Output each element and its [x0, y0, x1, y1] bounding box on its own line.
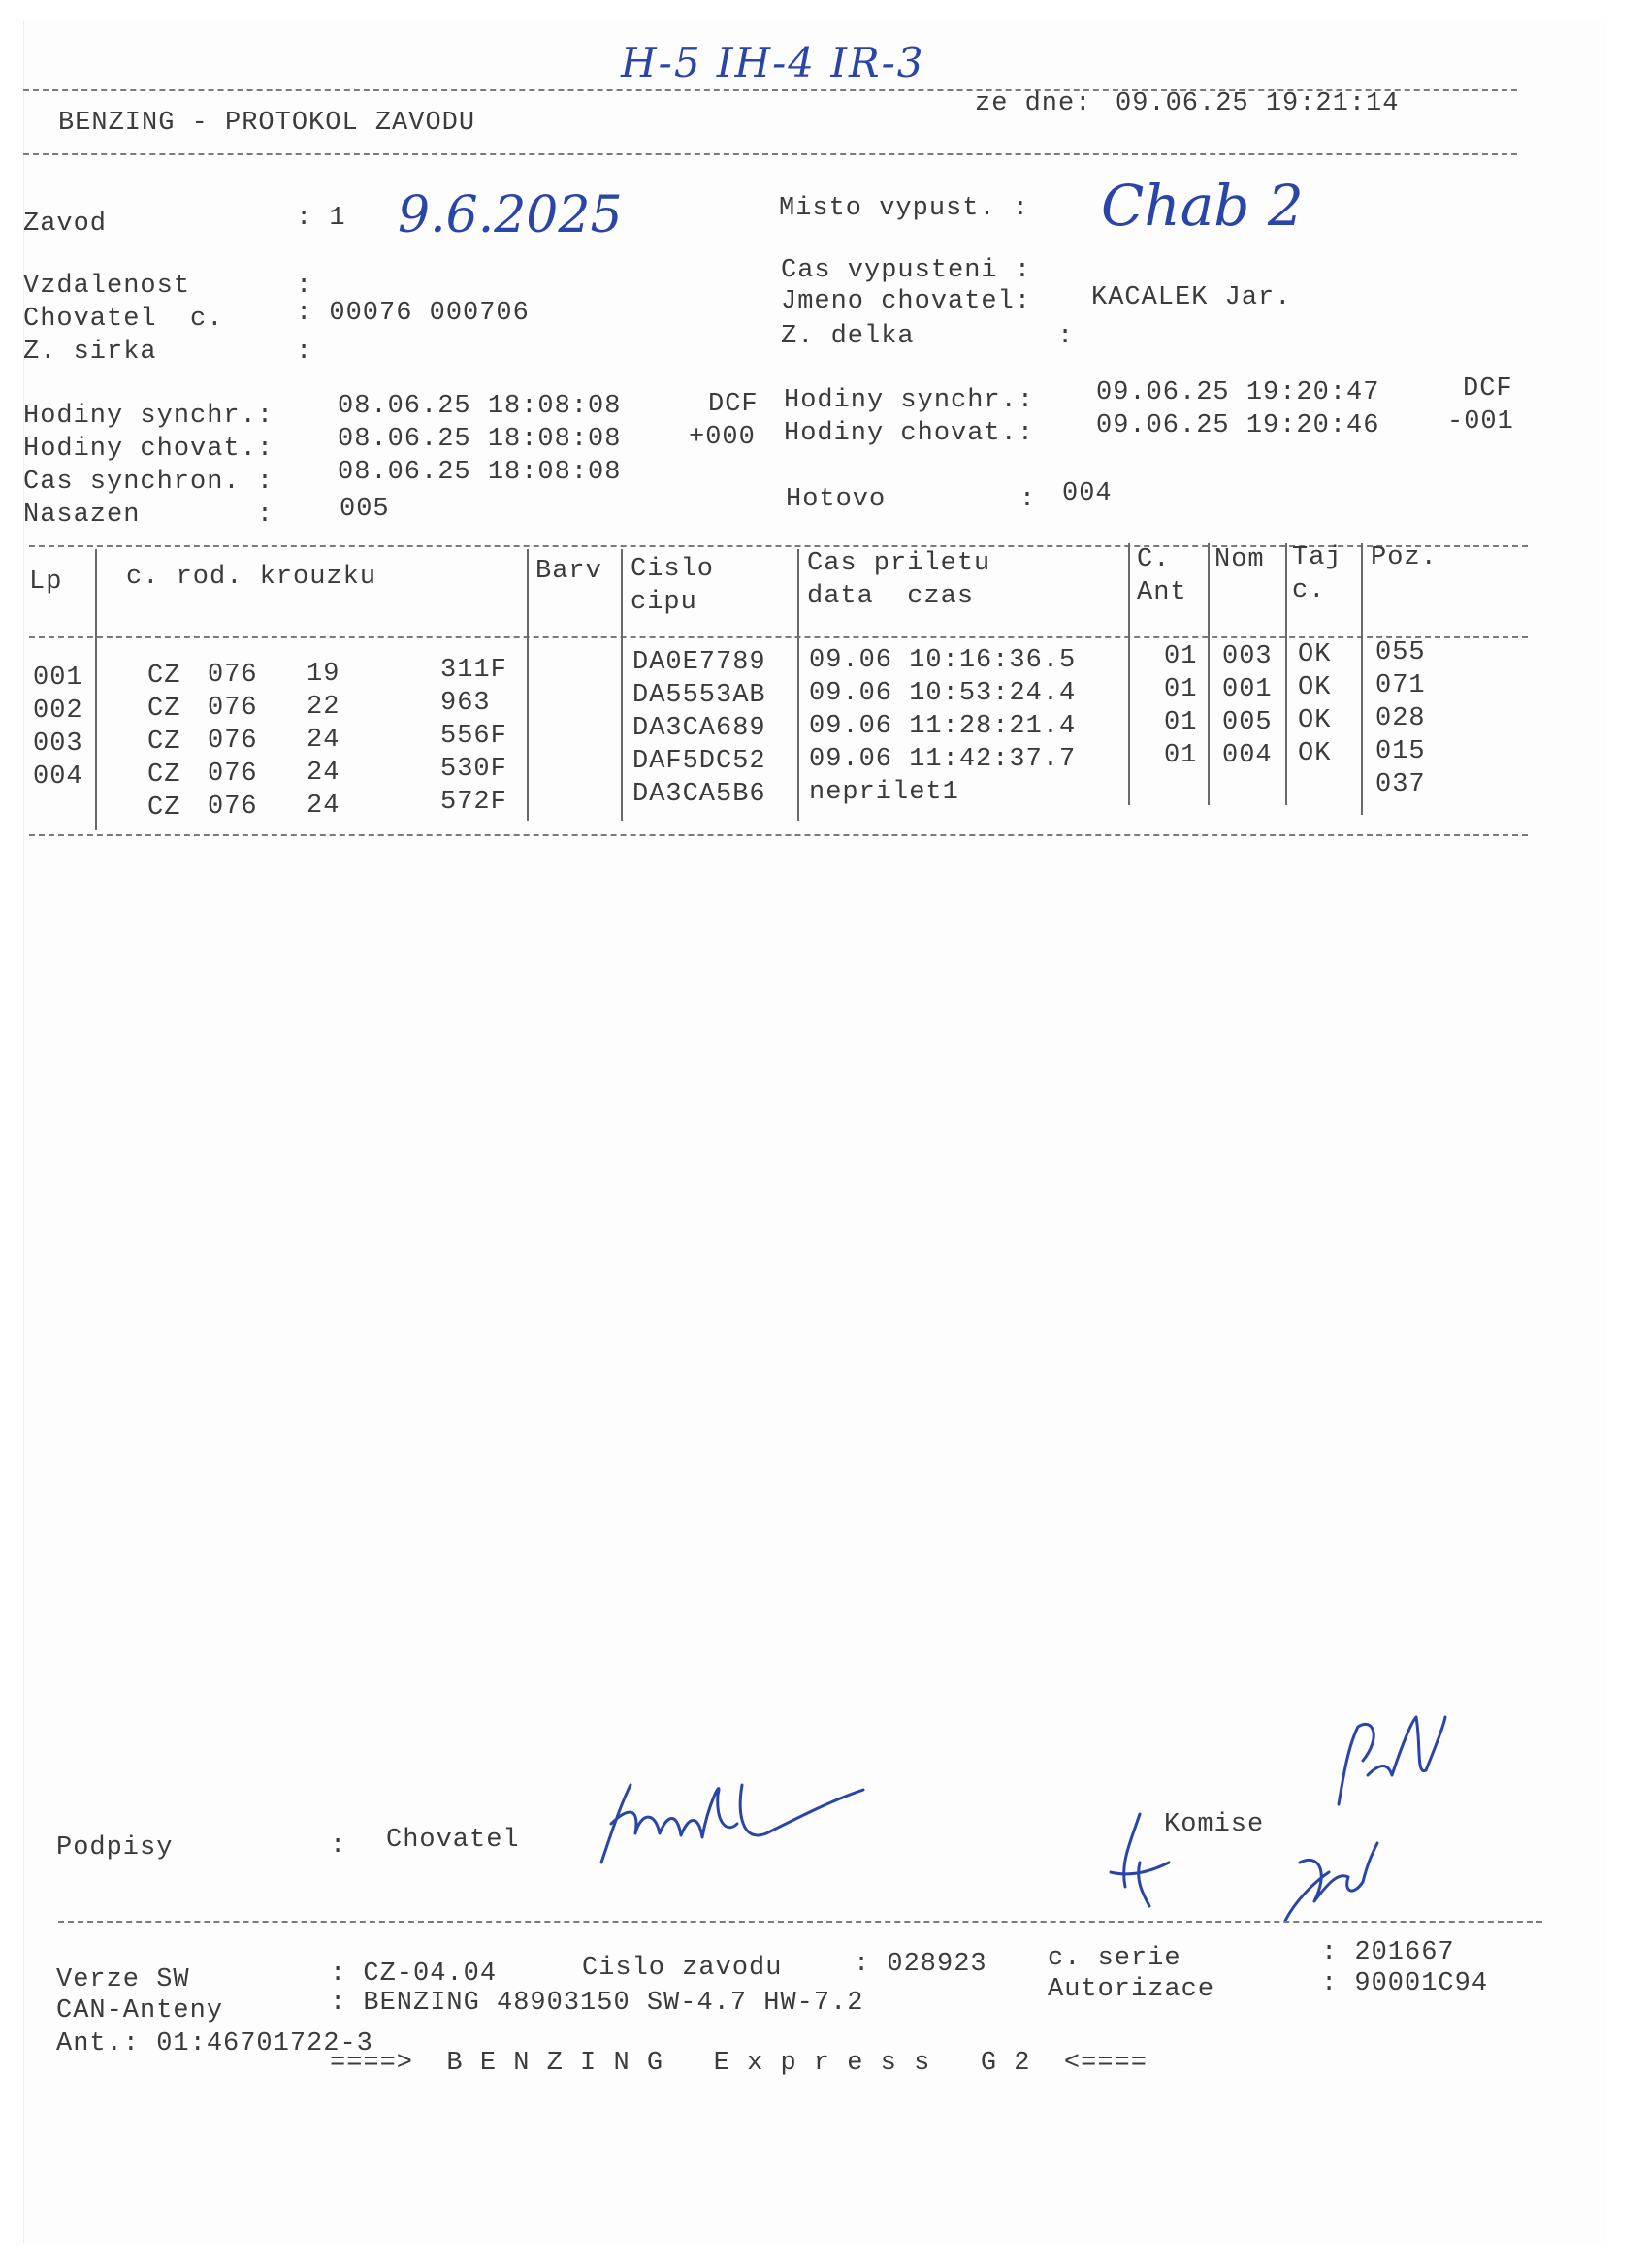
- row-2-poz: 071: [1375, 671, 1426, 700]
- row-1-nom: 003: [1222, 642, 1273, 671]
- row-4-lp: 004: [33, 762, 83, 792]
- table-rule-header: [29, 636, 1528, 638]
- header-rule-bottom: [23, 153, 1517, 155]
- clock-right-extra-1: -001: [1447, 407, 1514, 437]
- row-1-taj: OK: [1298, 640, 1332, 669]
- clock-left-value-0: 08.06.25 18:08:08: [338, 392, 622, 421]
- row-4-ring: 530F: [440, 755, 507, 784]
- row-4-taj: OK: [1298, 739, 1332, 768]
- row-1-ring: 311F: [440, 656, 507, 685]
- row-4-chip: DAF5DC52: [632, 747, 766, 776]
- header-ant-2: Ant: [1137, 578, 1187, 607]
- misto-label: Misto vypust. :: [779, 194, 1030, 223]
- col-sep-taj: [1361, 543, 1363, 815]
- report-date-value: 09.06.25 19:21:14: [1116, 89, 1400, 118]
- clock-left-value-2: 08.06.25 18:08:08: [338, 458, 622, 487]
- row-3-nom: 005: [1222, 708, 1273, 737]
- document-title: BENZING - PROTOKOL ZAVODU: [58, 109, 476, 138]
- row-1-lp: 001: [33, 664, 83, 693]
- jmeno-label: Jmeno chovatel:: [781, 287, 1032, 316]
- row-2-nom: 001: [1222, 675, 1273, 704]
- cas-vypusteni-label: Cas vypusteni :: [781, 256, 1032, 285]
- clock-right-extra-0: DCF: [1463, 374, 1513, 404]
- col-sep-ant: [1208, 543, 1210, 805]
- header-chip-2: cipu: [630, 588, 697, 617]
- antenna-id: Ant.: 01:46701722-3: [56, 2029, 373, 2058]
- signature-komise-label: Komise: [1164, 1810, 1265, 1839]
- clock-right-label-1: Hodiny chovat.:: [784, 419, 1035, 448]
- col-sep-lp: [95, 549, 97, 830]
- row-2-year: 22: [307, 693, 340, 722]
- header-taj-1: Taj: [1292, 543, 1342, 572]
- row-1-year: 19: [307, 660, 340, 689]
- row-5-club: 076: [208, 793, 258, 822]
- row-1-ant: 01: [1164, 642, 1198, 671]
- row-4-poz: 015: [1375, 737, 1426, 766]
- row-2-arrival: 09.06 10:53:24.4: [809, 679, 1077, 708]
- row-1-poz: 055: [1375, 638, 1426, 667]
- brand-line: ====> B E N Z I N G E x p r e s s G 2 <====: [330, 2049, 1148, 2078]
- chovatel-value: : 00076 000706: [296, 299, 530, 328]
- row-5-arrival: neprilet1: [809, 778, 959, 807]
- header-ant-1: C.: [1137, 545, 1171, 574]
- row-5-country: CZ: [147, 794, 181, 823]
- verze-value: : CZ-04.04: [330, 1960, 498, 1989]
- row-4-ant: 01: [1164, 741, 1198, 770]
- sirka-value: :: [296, 338, 313, 367]
- row-2-ring: 963: [440, 689, 491, 718]
- row-3-country: CZ: [147, 728, 181, 757]
- row-2-club: 076: [208, 694, 258, 723]
- row-3-club: 076: [208, 727, 258, 756]
- clock-right-value-0: 09.06.25 19:20:47: [1096, 378, 1380, 407]
- delka-label: Z. delka: [781, 322, 915, 351]
- row-3-year: 24: [307, 726, 340, 755]
- commission-signature-2: [1329, 1707, 1455, 1814]
- signature-chovatel-label: Chovatel: [386, 1826, 520, 1855]
- can-anteny-label: CAN-Anteny: [56, 1996, 224, 2025]
- row-3-ring: 556F: [440, 722, 507, 751]
- vzdalenost-label: Vzdalenost: [23, 272, 191, 301]
- row-2-ant: 01: [1164, 675, 1198, 704]
- clock-right-label-0: Hodiny synchr.:: [784, 386, 1035, 415]
- clock-left-extra-0: DCF: [708, 390, 759, 419]
- clock-right-value-2: 004: [1062, 479, 1113, 508]
- zavod-value: : 1: [296, 204, 346, 233]
- autorizace-label: Autorizace: [1048, 1975, 1215, 2004]
- commission-signature-1: [1101, 1804, 1179, 1911]
- header-poz: Poz.: [1371, 543, 1438, 572]
- serie-value: : 201667: [1321, 1938, 1455, 1967]
- autorizace-value: : 90001C94: [1321, 1969, 1489, 1998]
- col-sep-arrival: [1128, 543, 1130, 805]
- clock-left-extra-1: +000: [689, 423, 756, 452]
- row-2-lp: 002: [33, 697, 83, 726]
- header-nom: Nom: [1214, 545, 1265, 574]
- row-4-country: CZ: [147, 761, 181, 790]
- row-3-chip: DA3CA689: [632, 714, 766, 743]
- jmeno-value: KACALEK Jar.: [1091, 283, 1292, 312]
- clock-left-value-3: 005: [340, 495, 390, 524]
- clock-left-label-1: Hodiny chovat.:: [23, 435, 275, 464]
- chovatel-label: Chovatel c.: [23, 305, 224, 334]
- row-1-club: 076: [208, 661, 258, 690]
- header-taj-2: c.: [1292, 576, 1326, 605]
- clock-right-value-1: 09.06.25 19:20:46: [1096, 411, 1380, 440]
- header-lp: Lp: [29, 567, 63, 597]
- row-5-year: 24: [307, 792, 340, 821]
- row-4-nom: 004: [1222, 741, 1273, 770]
- clock-left-value-1: 08.06.25 18:08:08: [338, 425, 622, 454]
- header-chip-1: Cislo: [630, 555, 715, 584]
- row-4-arrival: 09.06 11:42:37.7: [809, 745, 1077, 774]
- row-3-poz: 028: [1375, 704, 1426, 733]
- row-4-year: 24: [307, 759, 340, 788]
- header-barv: Barv: [535, 557, 602, 586]
- handwritten-release-place: Chab 2: [1101, 173, 1304, 239]
- footer-rule: [58, 1921, 1542, 1923]
- row-1-arrival: 09.06 10:16:36.5: [809, 646, 1077, 675]
- clock-right-label-2: Hotovo :: [786, 485, 1037, 514]
- handwritten-date: 9.6.2025: [398, 186, 623, 244]
- row-1-country: CZ: [147, 662, 181, 691]
- col-sep-barv: [621, 549, 623, 821]
- serie-label: c. serie: [1048, 1944, 1181, 1973]
- row-5-chip: DA3CA5B6: [632, 780, 766, 809]
- row-2-taj: OK: [1298, 673, 1332, 702]
- handwritten-code: H-5 IH-4 IR-3: [621, 39, 925, 86]
- header-ring: c. rod. krouzku: [126, 563, 377, 592]
- signatures-separator: :: [330, 1831, 347, 1861]
- breeder-signature: [582, 1766, 873, 1882]
- clock-left-label-2: Cas synchron. :: [23, 468, 275, 497]
- vzdalenost-value: :: [296, 272, 313, 301]
- header-arrival-1: Cas priletu: [807, 549, 991, 578]
- col-sep-chip: [797, 549, 799, 821]
- clock-left-label-3: Nasazen :: [23, 501, 275, 530]
- row-3-ant: 01: [1164, 708, 1198, 737]
- zavod-label: Zavod: [23, 210, 108, 239]
- clock-left-label-0: Hodiny synchr.:: [23, 402, 275, 431]
- row-5-poz: 037: [1375, 770, 1426, 799]
- row-3-lp: 003: [33, 729, 83, 759]
- signatures-label: Podpisy: [56, 1833, 174, 1863]
- row-5-ring: 572F: [440, 788, 507, 817]
- delka-value: :: [1057, 322, 1075, 351]
- header-arrival-2: data czas: [807, 582, 975, 611]
- col-sep-nom: [1285, 543, 1287, 805]
- row-1-chip: DA0E7789: [632, 648, 766, 677]
- can-anteny-value: : BENZING 48903150 SW-4.7 HW-7.2: [330, 1989, 864, 2018]
- row-3-arrival: 09.06 11:28:21.4: [809, 712, 1077, 741]
- sirka-label: Z. sirka: [23, 338, 157, 367]
- commission-signature-3: [1271, 1824, 1387, 1930]
- cislo-zavodu-label: Cislo zavodu: [582, 1954, 783, 1983]
- table-rule-bottom: [29, 834, 1528, 836]
- cislo-zavodu-value: : 028923: [854, 1950, 987, 1979]
- col-sep-ring: [527, 549, 529, 821]
- report-date-label: ze dne:: [975, 89, 1092, 118]
- verze-label: Verze SW: [56, 1965, 190, 1994]
- row-2-chip: DA5553AB: [632, 681, 766, 710]
- row-2-country: CZ: [147, 695, 181, 724]
- row-3-taj: OK: [1298, 706, 1332, 735]
- row-4-club: 076: [208, 760, 258, 789]
